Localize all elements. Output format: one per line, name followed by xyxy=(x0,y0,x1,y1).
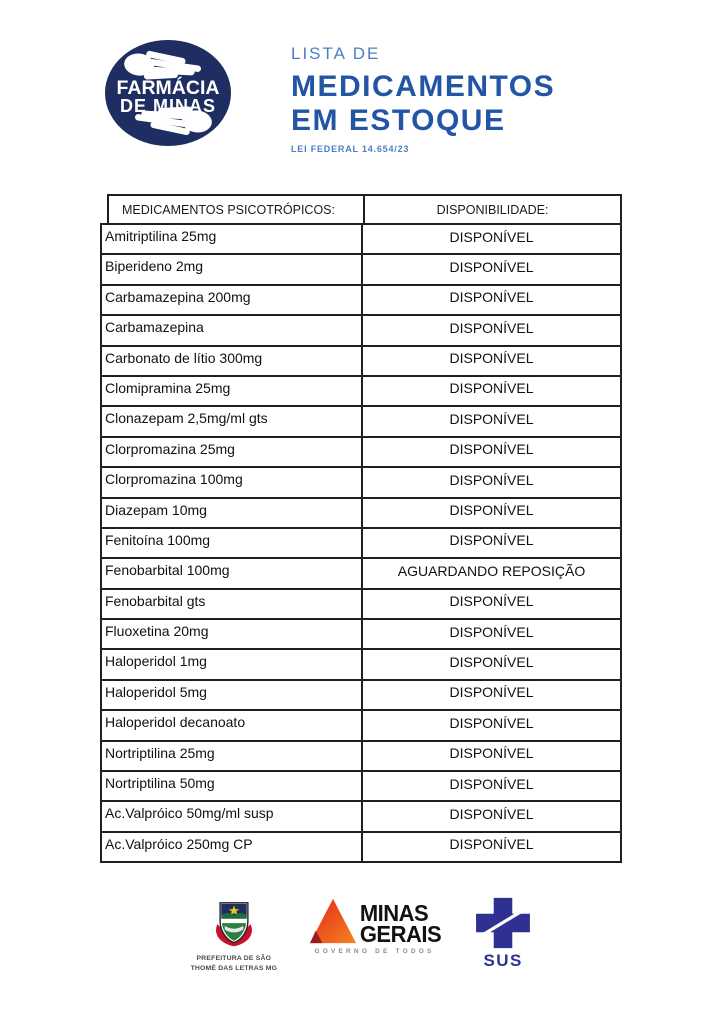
page-title xyxy=(291,38,555,154)
table-row xyxy=(101,649,621,679)
table-row xyxy=(101,710,621,740)
table-row xyxy=(101,801,621,831)
medication-name: Haloperidol 5mg xyxy=(101,680,362,710)
sus-wordmark: SUS xyxy=(483,951,523,970)
minas-word-line2: GERAIS xyxy=(359,920,442,947)
table-row xyxy=(101,315,621,345)
table-row xyxy=(101,498,621,528)
medication-name: Fenobarbital 100mg xyxy=(101,558,362,588)
table-row xyxy=(101,528,621,558)
availability-status: DISPONÍVEL xyxy=(362,589,621,619)
table-row xyxy=(101,619,621,649)
farmacia-de-minas-logo xyxy=(103,38,233,148)
stock-table-body xyxy=(101,224,621,862)
minas-gerais-logo xyxy=(308,897,441,955)
availability-status: DISPONÍVEL xyxy=(362,649,621,679)
prefeitura-name xyxy=(186,954,282,974)
medication-name: Fenobarbital gts xyxy=(101,589,362,619)
minas-word-line1: MINAS xyxy=(359,899,429,926)
sus-cross-icon xyxy=(472,897,534,949)
availability-status: DISPONÍVEL xyxy=(362,437,621,467)
coat-of-arms-icon xyxy=(213,900,255,950)
medication-name: Ac.Valpróico 250mg CP xyxy=(101,832,362,862)
availability-status: AGUARDANDO REPOSIÇÃO xyxy=(362,558,621,588)
medication-name: Clorpromazina 100mg xyxy=(101,467,362,497)
table-row xyxy=(101,771,621,801)
minas-tagline: GOVERNO DE TODOS xyxy=(314,948,435,955)
title-main-line1: MEDICAMENTOS xyxy=(291,70,556,103)
table-row xyxy=(101,741,621,771)
medication-name: Haloperidol decanoato xyxy=(101,710,362,740)
prefeitura-name-line1: PREFEITURA DE SÃO xyxy=(196,955,272,962)
table-row xyxy=(101,680,621,710)
stock-table-grid xyxy=(100,223,622,863)
medication-name: Carbonato de lítio 300mg xyxy=(101,346,362,376)
stock-table xyxy=(100,194,622,863)
title-subtitle-law: LEI FEDERAL 14.654/23 xyxy=(291,143,410,154)
page-footer xyxy=(0,897,725,974)
medication-name: Fenitoína 100mg xyxy=(101,528,362,558)
medication-name: Clonazepam 2,5mg/ml gts xyxy=(101,406,362,436)
medication-name: Nortriptilina 25mg xyxy=(101,741,362,771)
table-row xyxy=(101,467,621,497)
table-row xyxy=(101,346,621,376)
availability-status: DISPONÍVEL xyxy=(362,285,621,315)
column-header-availability: DISPONIBILIDADE: xyxy=(363,196,620,223)
availability-status: DISPONÍVEL xyxy=(362,406,621,436)
availability-status: DISPONÍVEL xyxy=(362,498,621,528)
table-row xyxy=(101,832,621,862)
column-header-medications: MEDICAMENTOS PSICOTRÓPICOS: xyxy=(122,202,335,217)
medication-name: Diazepam 10mg xyxy=(101,498,362,528)
medication-name: Carbamazepina xyxy=(101,315,362,345)
minas-triangle-icon xyxy=(308,897,358,945)
availability-status: DISPONÍVEL xyxy=(362,346,621,376)
table-row xyxy=(101,254,621,284)
medication-name: Carbamazepina 200mg xyxy=(101,285,362,315)
table-row xyxy=(101,224,621,254)
medication-name: Nortriptilina 50mg xyxy=(101,771,362,801)
medication-name: Haloperidol 1mg xyxy=(101,649,362,679)
hands-circle-icon xyxy=(103,38,233,148)
medication-name: Clomipramina 25mg xyxy=(101,376,362,406)
table-row xyxy=(101,285,621,315)
table-row xyxy=(101,558,621,588)
availability-status: DISPONÍVEL xyxy=(362,254,621,284)
title-kicker: LISTA DE xyxy=(291,44,381,63)
stock-table-header xyxy=(107,194,622,225)
availability-status: DISPONÍVEL xyxy=(362,771,621,801)
availability-status: DISPONÍVEL xyxy=(362,680,621,710)
table-row xyxy=(101,589,621,619)
logo-text-line1: FARMÁCIA xyxy=(116,77,220,99)
title-main-line2: EM ESTOQUE xyxy=(291,103,506,137)
logo-text-line2: DE MINAS xyxy=(119,96,217,116)
sus-logo xyxy=(467,897,539,971)
availability-status: DISPONÍVEL xyxy=(362,741,621,771)
table-row xyxy=(101,376,621,406)
medication-name: Amitriptilina 25mg xyxy=(101,224,362,254)
page-header xyxy=(103,38,555,154)
availability-status: DISPONÍVEL xyxy=(362,710,621,740)
prefeitura-name-line2: THOMÉ DAS LETRAS MG xyxy=(190,964,278,972)
availability-status: DISPONÍVEL xyxy=(362,315,621,345)
availability-status: DISPONÍVEL xyxy=(362,832,621,862)
table-row xyxy=(101,406,621,436)
minas-gerais-wordmark xyxy=(359,899,442,947)
medication-name: Biperideno 2mg xyxy=(101,254,362,284)
table-row xyxy=(101,437,621,467)
availability-status: DISPONÍVEL xyxy=(362,376,621,406)
availability-status: DISPONÍVEL xyxy=(362,619,621,649)
availability-status: DISPONÍVEL xyxy=(362,467,621,497)
prefeitura-logo xyxy=(186,897,282,974)
availability-status: DISPONÍVEL xyxy=(362,224,621,254)
availability-status: DISPONÍVEL xyxy=(362,801,621,831)
medication-name: Clorpromazina 25mg xyxy=(101,437,362,467)
medication-name: Ac.Valpróico 50mg/ml susp xyxy=(101,801,362,831)
availability-status: DISPONÍVEL xyxy=(362,528,621,558)
medication-name: Fluoxetina 20mg xyxy=(101,619,362,649)
